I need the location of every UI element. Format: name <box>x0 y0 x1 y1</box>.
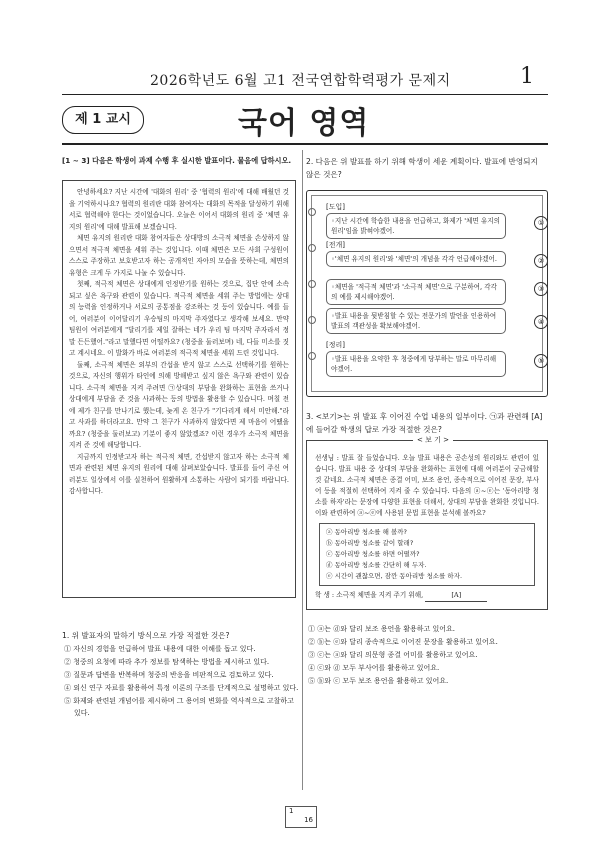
answer-option[interactable]: ④ ⓒ와 ⓓ 모두 부사어를 활용하고 있어요. <box>308 664 440 672</box>
answer-option[interactable]: ⑤ ⓑ와 ⓒ 모두 보조 용언을 활용하고 있어요. <box>308 677 449 685</box>
answer-option[interactable]: ③ ⓒ는 ⓐ와 달리 의문형 종결 어미를 활용하고 있어요. <box>308 651 478 659</box>
example-sentence: ⓔ 시간이 괜찮으면, 잠깐 동아리방 청소를 하자. <box>326 572 463 580</box>
page-number: 1 <box>520 64 534 89</box>
answer-option[interactable]: ④ 외신 연구 자료를 활용하여 특정 이론의 구조를 단계적으로 설명하고 있다. <box>64 684 299 692</box>
page-footer <box>285 806 317 828</box>
plan-item: ◦발표 내용을 요약한 후 청중에게 당부하는 말로 마무리해야겠어. <box>326 351 506 377</box>
examples-box <box>319 523 535 586</box>
passage-box <box>62 180 296 598</box>
answer-option[interactable]: ⑤ 화제와 관련된 개념어를 제시하며 그 용어의 변화를 역사적으로 고찰하고 있다. <box>64 697 294 717</box>
footer-total: 16 <box>304 816 313 824</box>
example-sentence: ⓒ 동아리방 청소를 하면 어떨까? <box>326 550 420 558</box>
binding-ring-icon <box>308 244 316 252</box>
answer-blank: [A] <box>425 590 487 602</box>
question-stem: 2. 다음은 위 발표를 하기 위해 학생이 세운 계획이다. 발표에 반영되지 않은 것은? <box>306 157 538 179</box>
answer-option[interactable]: ② ⓑ는 ⓔ와 달리 종속적으로 이어진 문장을 활용하고 있어요. <box>308 638 498 646</box>
binding-ring-icon <box>308 352 316 360</box>
group-instruction: [1 ~ 3] 다음은 학생이 과제 수행 후 실시한 발표이다. 물음에 답하시오. <box>62 156 292 165</box>
answer-option[interactable]: ① ⓐ는 ⓓ와 달리 보조 용언을 활용하고 있어요. <box>308 625 455 633</box>
question-3 <box>306 410 546 436</box>
plan-number: ① <box>534 216 548 230</box>
binding-ring-icon <box>308 208 316 216</box>
passage-paragraph: 체면 유지의 원리란 대화 참여자들은 상대방의 소극적 체면을 손상하지 않으면서 적극적 체면을 세워 주는 것입니다. 이때 체면은 모든 사회 구성원이 스스로 주장하고 보호받고자 하는 공개적인 자아의 모습을 뜻하는데, 체면의 유형은 크게 두 가지로 나눌 수 있습니다. <box>69 234 289 277</box>
binding-ring-icon <box>308 316 316 324</box>
plan-item: ◦발표 내용을 뒷받침할 수 있는 전문가의 발언을 인용하여 발표의 객관성을 확보해야겠어. <box>326 308 506 334</box>
plan-notebook <box>306 190 548 397</box>
answer-option[interactable]: ② 청중의 요청에 따라 추가 정보를 탐색하는 방법을 제시하고 있다. <box>64 658 270 666</box>
answer-option[interactable]: ① 자신의 경험을 언급하여 발표 내용에 대한 이해를 돕고 있다. <box>64 645 256 653</box>
plan-notebook-inner <box>311 195 543 392</box>
plan-number: ⑤ <box>534 354 548 368</box>
plan-number: ③ <box>534 282 548 296</box>
answer-option[interactable]: ③ 질문과 답변을 반복하며 청중의 반응을 비판적으로 검토하고 있다. <box>64 671 274 679</box>
passage-paragraph: 지금까지 인정받고자 하는 적극적 체면, 간섭받지 않고자 하는 소극적 체면과 관련된 체면 유지의 원리에 대해 살펴보았습니다. 발표를 들어 주신 여러분도 일상에서 이를 실천하여 원활하게 소통하는 사람이 되기를 바랍니다. 감사합니다. <box>69 452 289 495</box>
question-3-options <box>306 622 546 688</box>
example-sentence: ⓐ 동아리방 청소를 해 볼까? <box>326 528 408 536</box>
passage-paragraph: 둘째, 소극적 체면은 외부의 간섭을 받지 않고 스스로 선택하기를 원하는 것으로, 자신의 행위가 타인에 의해 방해받고 싶지 않은 욕구와 관련이 있습니다. 소극적 체면을 지켜 주려면 ㉠상대의 부담을 완화하는 표현을 쓰거나 상대에게 부담을 준 것을 사과하는 등의 방법을 활용할 수 있습니다. 며칠 전에 제가 친구를 만나기로 했는데, 늦게 온 친구가 "기다리게 해서 미안해."라고 사과를 하더라고요. 만약 그 친구가 사과하지 않았다면 제 마음이 어땠을까요? (청중을 둘러보고) 기분이 좋지 않았겠죠? 이런 경우가 소극적 체면을 지켜 준 것에 해당합니다. <box>69 360 289 449</box>
header-rule-top <box>62 94 548 95</box>
passage-paragraph: 첫째, 적극적 체면은 상대에게 인정받기를 원하는 것으로, 집단 안에 소속되고 싶은 욕구와 관련이 있습니다. 적극적 체면을 세워 주는 방법에는 상대의 능력을 인정하거나 서로의 공통점을 강조하는 것 등이 있습니다. 예를 들어, 여러분이 이어달리기 우승팀의 마지막 주자였다고 생각해 보세요. 만약 팀원이 여러분에게 "달리기를 제일 잘하는 네가 우리 팀 마지막 주자라서 정말 든든했어."라고 말했다면 어떨까요? (청중을 둘러보며) 네, 다들 미소를 짓고 계시네요. 이 발화가 바로 여러분의 적극적 체면을 세워 드린 것입니다. <box>69 280 289 357</box>
section-label: [전개] <box>326 241 345 249</box>
plan-item: ◦지난 시간에 학습한 내용을 언급하고, 화제가 '체면 유지의 원리'임을 밝혀야겠어. <box>326 213 506 239</box>
student-text: 학 생 : 소극적 체면을 지켜 주기 위해, <box>315 591 424 599</box>
question-1 <box>62 630 300 720</box>
question-stem: 1. 위 발표자의 말하기 방식으로 가장 적절한 것은? <box>62 631 230 640</box>
example-sentence: ⓑ 동아리방 청소를 같이 할래? <box>326 539 414 547</box>
plan-number: ④ <box>534 315 548 329</box>
bogi-box <box>306 436 548 610</box>
plan-number: ② <box>534 254 548 268</box>
plan-item: ◦'체면 유지의 원리'와 '체면'의 개념을 각각 언급해야겠어. <box>326 251 506 267</box>
header-rule-bottom <box>62 143 548 145</box>
subject-title: 국어 영역 <box>238 106 370 141</box>
exam-title: 2026학년도 6월 고1 전국연합학력평가 문제지 <box>150 73 451 89</box>
plan-item: ◦체면을 '적극적 체면'과 '소극적 체면'으로 구분하여, 각각의 예를 제시해야겠어. <box>326 279 506 305</box>
question-stem: 3. <보기>는 위 발표 후 이어진 수업 내용의 일부이다. ㉠과 관련해 [A]에 들어갈 학생의 답로 가장 적절한 것은? <box>306 412 543 434</box>
binding-ring-icon <box>308 280 316 288</box>
question-2 <box>306 155 546 181</box>
footer-page: 1 <box>289 807 294 815</box>
example-sentence: ⓓ 동아리방 청소를 간단히 해 두자. <box>326 561 427 569</box>
session-badge: 제 1 교시 <box>62 106 144 134</box>
column-divider <box>302 150 303 790</box>
bogi-label: < 보 기 > <box>413 435 453 445</box>
section-label: [정리] <box>326 341 345 349</box>
passage-paragraph: 안녕하세요? 지난 시간에 '대화의 원리' 중 '협력의 원리'에 대해 배웠던 것을 기억하시나요? 협력의 원리란 대화 참여자는 대화의 목적을 달성하기 위해 서로 협력해야 한다는 것이었습니다. 오늘은 이어서 대화의 원리 중 '체면 유지의 원리'에 대해 발표해 보겠습니다. <box>69 188 289 231</box>
teacher-text: 선생님 : 발표 잘 들었습니다. 오늘 발표 내용은 공손성의 원리와도 관련이 있습니다. 발표 내용 중 상대의 부담을 완화하는 표현에 대해 여러분이 궁금해할 것 같네요. 소극적 체면은 종결 어미, 보조 용언, 종속적으로 이어진 문장, 부사어 등을 적절히 선택하여 지켜 줄 수 있습니다. 다음의 ⓐ~ⓔ는 '동아리방 청소를 하자'라는 문장에 다양한 표현을 더해서, 상대의 부담을 완화한 것입니다. 이와 관련하여 ⓐ~ⓔ에 사용된 문법 표현을 분석해 볼까요? <box>315 454 539 517</box>
section-label: [도입] <box>326 203 345 211</box>
student-line <box>315 590 539 602</box>
